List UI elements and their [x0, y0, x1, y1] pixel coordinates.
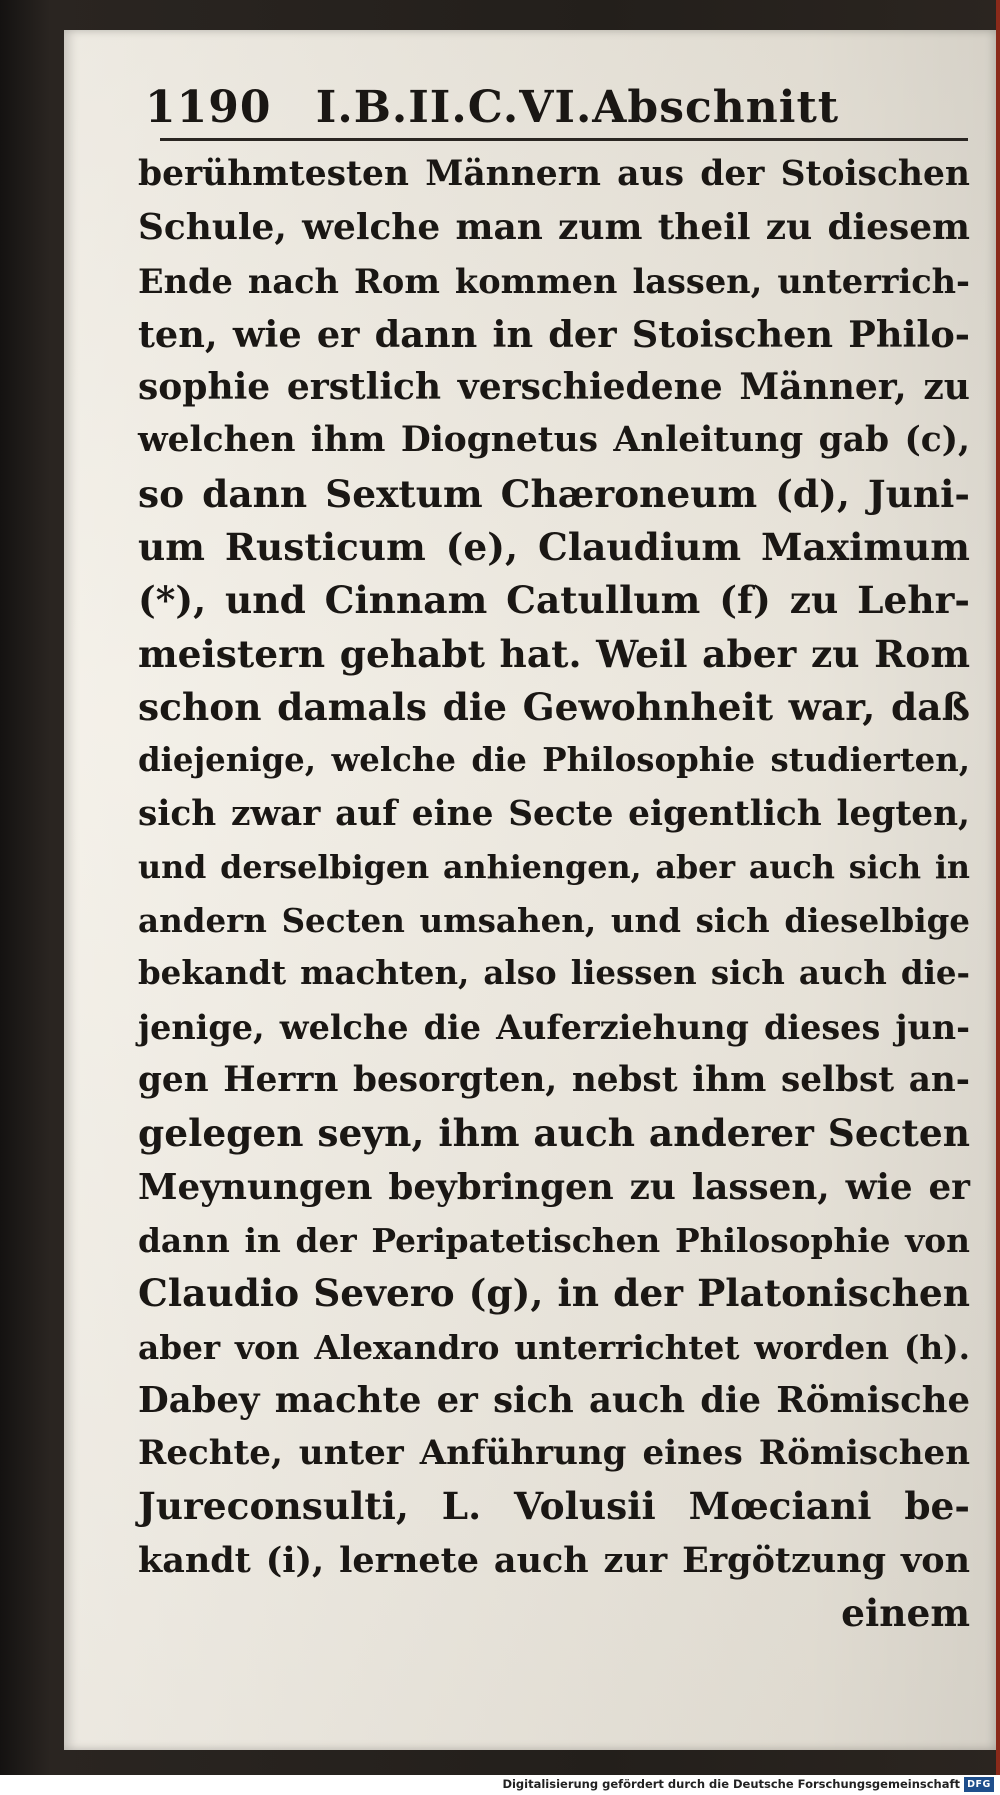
text-line: aber von Alexandro unterrichtet worden (h). — [138, 1327, 970, 1367]
text-line: sophie erstlich verschiedene Männer, zu — [138, 366, 970, 409]
text-line: Schule, welche man zum theil zu diesem — [138, 206, 970, 249]
text-line: jenige, welche die Auferziehung dieses jun- — [138, 1007, 970, 1047]
running-title: I.B.II.C.VI.Abschnitt — [315, 82, 840, 133]
text-line: (*), und Cinnam Catullum (f) zu Lehr- — [138, 578, 970, 623]
text-line: andern Secten umsahen, und sich dieselbige — [138, 901, 970, 941]
text-line: um Rusticum (e), Claudium Maximum — [138, 525, 970, 570]
text-line: Dabey machte er sich auch die Römische — [138, 1379, 970, 1421]
text-line: Claudio Severo (g), in der Platonischen — [138, 1271, 970, 1316]
catchword: einem — [841, 1591, 970, 1636]
text-line: diejenige, welche die Philosophie studierten, — [138, 741, 970, 780]
text-line: kandt (i), lernete auch zur Ergötzung von — [138, 1539, 970, 1581]
text-line: berühmtesten Männern aus der Stoischen — [138, 154, 970, 194]
text-line: Meynungen beybringen zu lassen, wie er — [138, 1165, 970, 1208]
book-edge — [996, 0, 1000, 1795]
text-line: bekandt machten, also liessen sich auch die- — [138, 954, 970, 993]
funding-credit: Digitalisierung gefördert durch die Deutsche Forschungsgemeinschaft — [502, 1777, 960, 1791]
text-line: gelegen seyn, ihm auch anderer Secten — [138, 1111, 970, 1156]
text-line: schon damals die Gewohnheit war, daß — [138, 684, 970, 729]
text-line: Jureconsulti, L. Volusii Mœciani be- — [138, 1484, 970, 1529]
text-line: gen Herrn besorgten, nebst ihm selbst an- — [138, 1060, 970, 1101]
text-line: meistern gehabt hat. Weil aber zu Rom — [138, 631, 970, 676]
text-line: Ende nach Rom kommen lassen, unterrich- — [138, 260, 970, 301]
text-line: und derselbigen anhiengen, aber auch sich in — [138, 848, 970, 886]
header-rule — [160, 138, 968, 141]
text-line: sich zwar auf eine Secte eigentlich legten, — [138, 793, 970, 834]
text-line: dann in der Peripatetischen Philosophie von — [138, 1220, 970, 1260]
text-line: ten, wie er dann in der Stoischen Philo- — [138, 312, 970, 356]
text-line: Rechte, unter Anführung eines Römischen — [138, 1433, 970, 1474]
body-text — [138, 148, 970, 1640]
text-line: so dann Sextum Chæroneum (d), Juni- — [138, 471, 970, 516]
page-number: 1190 — [145, 82, 272, 133]
text-line: welchen ihm Diognetus Anleitung gab (c), — [138, 420, 970, 461]
page-header — [145, 82, 975, 142]
dfg-logo: DFG — [964, 1777, 994, 1792]
